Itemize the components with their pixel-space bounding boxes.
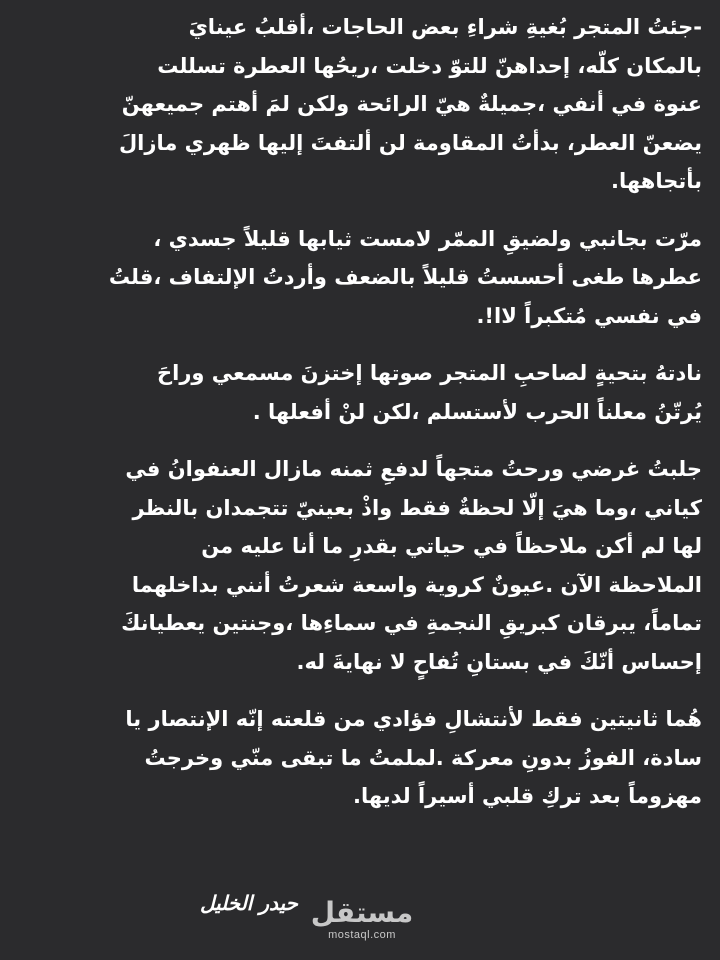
- text-line: عنوة في أنفي ،جميلةٌ هيّ الرائحة ولكن لمَ أهتم جميعهنّ: [121, 92, 702, 116]
- paragraph-1: [48, 8, 702, 201]
- text-line: نادتهُ بتحيةٍ لصاحبِ المتجر صوتها إختزنَ مسمعي وراحَ: [156, 361, 702, 385]
- watermark-logo: مستقل: [310, 896, 414, 929]
- text-line: سادة، الفوزُ بدونِ معركة .لملمتُ ما تبقى منّي وخرجتُ: [144, 745, 702, 770]
- text-line: مهزوماً بعد تركِ قلبي أسيراً لديها.: [353, 784, 702, 808]
- text-line: جلبتُ غرضي ورحتُ متجهاً لدفعِ ثمنه مازال العنفوانُ في: [125, 457, 702, 481]
- text-line: مرّت بجانبي ولضيقِ الممّر لامست ثيابها قليلاً جسدي ،: [153, 226, 702, 251]
- text-line: بأتجاهها.: [611, 169, 702, 193]
- mostaql-watermark: [307, 897, 417, 941]
- watermark-domain: mostaql.com: [328, 929, 396, 941]
- text-line: كياني ،وما هيَ إلّا لحظةٌ فقط واذْ بعينيّ تتجمدان بالنظر: [132, 495, 702, 520]
- text-line: الملاحظة الآن .عيونٌ كروية واسعة شعرتُ أنني بداخلهما: [131, 572, 702, 597]
- paragraph-2: [48, 220, 702, 336]
- text-line: بالمكان كلّه، إحداهنّ للتوّ دخلت ،ريحُها العطرة تسللت: [157, 53, 702, 78]
- text-line: لها لم أكن ملاحظاً في حياتي بقدرِ ما أنا عليه من: [201, 534, 702, 558]
- text-line: هُما ثانيتين فقط لأنتشالِ فؤادي من قلعته إنّه الإنتصار يا: [125, 707, 702, 731]
- text-line: تماماً، يبرقان كبريقِ النجمةِ في سماءِها ،وجنتين يعطيانكَ: [121, 611, 702, 635]
- story-text: [48, 8, 702, 835]
- paragraph-3: [48, 354, 702, 431]
- paragraph-5: [48, 700, 702, 816]
- text-line: عطرها طغى أحسستُ قليلاً بالضعف وأردتُ الإلتفاف ،قلتُ: [108, 265, 702, 289]
- paragraph-4: [48, 450, 702, 681]
- text-line: إحساس أنّكَ في بستانِ تُفاحٍ لا نهايةَ له.: [296, 649, 702, 674]
- text-line: -جئتُ المتجر بُغيةِ شراءِ بعض الحاجات ،أقلبُ عينايَ: [188, 15, 702, 39]
- text-line: يضعنّ العطر، بدأتُ المقاومة لن ألتفتَ إليها ظهري مازالَ: [118, 130, 702, 155]
- author-signature: حيدر الخليل: [200, 891, 298, 915]
- text-line: في نفسي مُتكبراً لاا!.: [476, 303, 702, 328]
- text-line: يُرتّنُ معلناً الحرب لأستسلم ،لكن لنْ أفعلها .: [252, 399, 702, 424]
